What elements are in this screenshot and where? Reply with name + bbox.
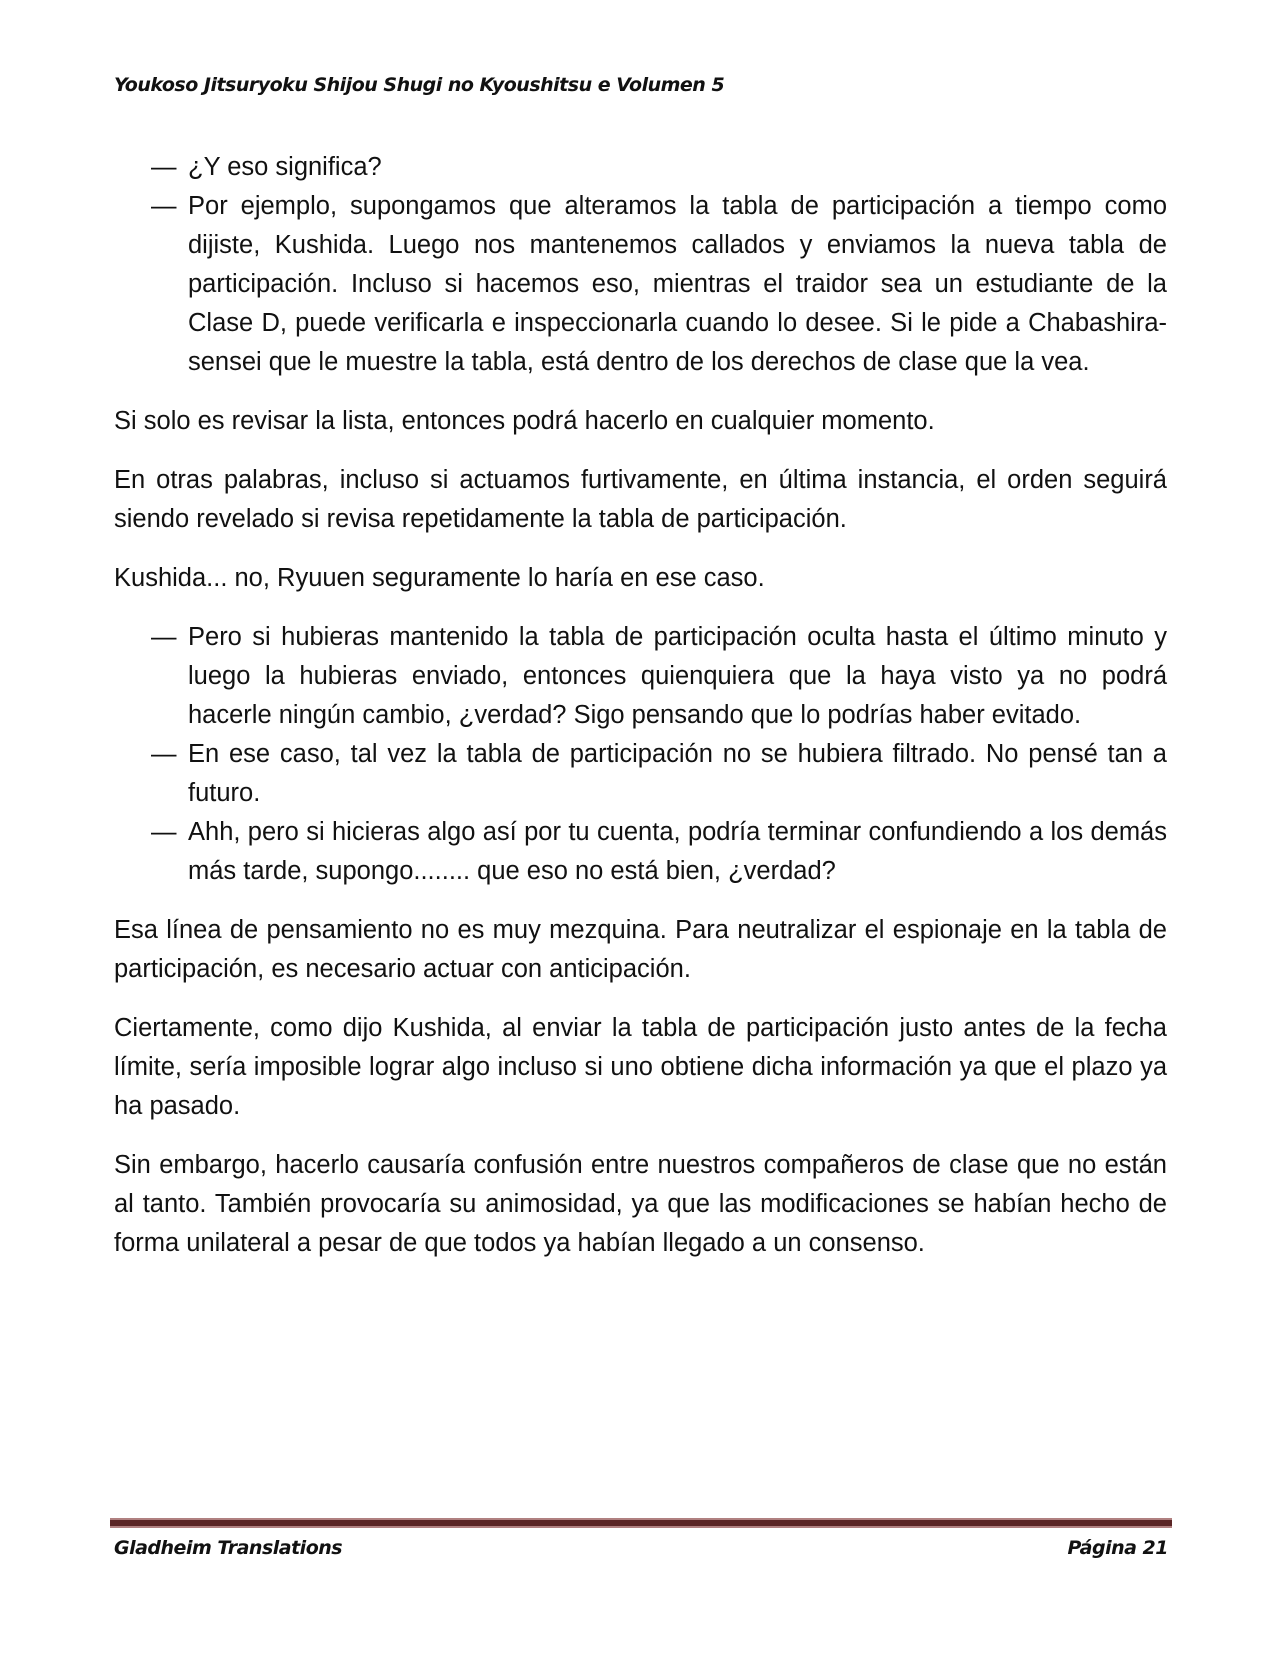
paragraph: En otras palabras, incluso si actuamos furtivamente, en última instancia, el orden seguirá siendo revelado si revisa repetidamente la tabla de participación. <box>114 466 1167 533</box>
dash: — <box>151 740 177 768</box>
page-body <box>114 148 1167 1283</box>
paragraph: Si solo es revisar la lista, entonces podrá hacerlo en cualquier momento. <box>114 407 935 435</box>
running-header: Youkoso Jitsuryoku Shijou Shugi no Kyoushitsu e Volumen 5 <box>114 74 725 96</box>
footer-rule <box>110 1518 1172 1528</box>
dialogue-line <box>114 187 1167 382</box>
dialogue-text: En ese caso, tal vez la tabla de participación no se hubiera filtrado. No pensé tan a futuro. <box>188 740 1167 807</box>
paragraph: Ciertamente, como dijo Kushida, al enviar la tabla de participación justo antes de la fecha límite, sería imposible lograr algo incluso si uno obtiene dicha información ya que el plazo ya ha pasado. <box>114 1014 1167 1120</box>
dialogue-line <box>114 735 1167 813</box>
dialogue-line <box>114 148 1167 187</box>
dialogue-text: ¿Y eso significa? <box>188 153 382 181</box>
paragraph: Kushida... no, Ryuuen seguramente lo haría en ese caso. <box>114 564 765 592</box>
dialogue-block <box>114 148 1167 382</box>
dialogue-text: Ahh, pero si hicieras algo así por tu cuenta, podría terminar confundiendo a los demás más tarde, supongo........ que eso no está bien, ¿verdad? <box>188 818 1167 885</box>
dash: — <box>151 192 177 220</box>
dash: — <box>151 818 177 846</box>
dialogue-line <box>114 813 1167 891</box>
dialogue-block <box>114 618 1167 891</box>
dialogue-text: Pero si hubieras mantenido la tabla de participación oculta hasta el último minuto y luego la hubieras enviado, entonces quienquiera que la haya visto ya no podrá hacerle ningún cambio, ¿verdad? Sigo pensando que lo podrías haber evitado. <box>188 623 1167 729</box>
paragraph: Sin embargo, hacerlo causaría confusión entre nuestros compañeros de clase que no están al tanto. También provocaría su animosidad, ya que las modificaciones se habían hecho de forma unilateral a pesar de que todos ya habían llegado a un consenso. <box>114 1151 1167 1257</box>
dialogue-line <box>114 618 1167 735</box>
page-number: Página 21 <box>1067 1537 1168 1559</box>
dash: — <box>151 153 177 181</box>
paragraph: Esa línea de pensamiento no es muy mezquina. Para neutralizar el espionaje en la tabla de participación, es necesario actuar con anticipación. <box>114 916 1167 983</box>
footer-credit: Gladheim Translations <box>114 1537 343 1559</box>
dialogue-text: Por ejemplo, supongamos que alteramos la tabla de participación a tiempo como dijiste, Kushida. Luego nos mantenemos callados y enviamos la nueva tabla de participación. Incluso si hacemos eso, mientras el traidor sea un estudiante de la Clase D, puede verificarla e inspeccionarla cuando lo desee. Si le pide a Chabashira-sensei que le muestre la tabla, está dentro de los derechos de clase que la vea. <box>188 192 1167 376</box>
dash: — <box>151 623 177 651</box>
